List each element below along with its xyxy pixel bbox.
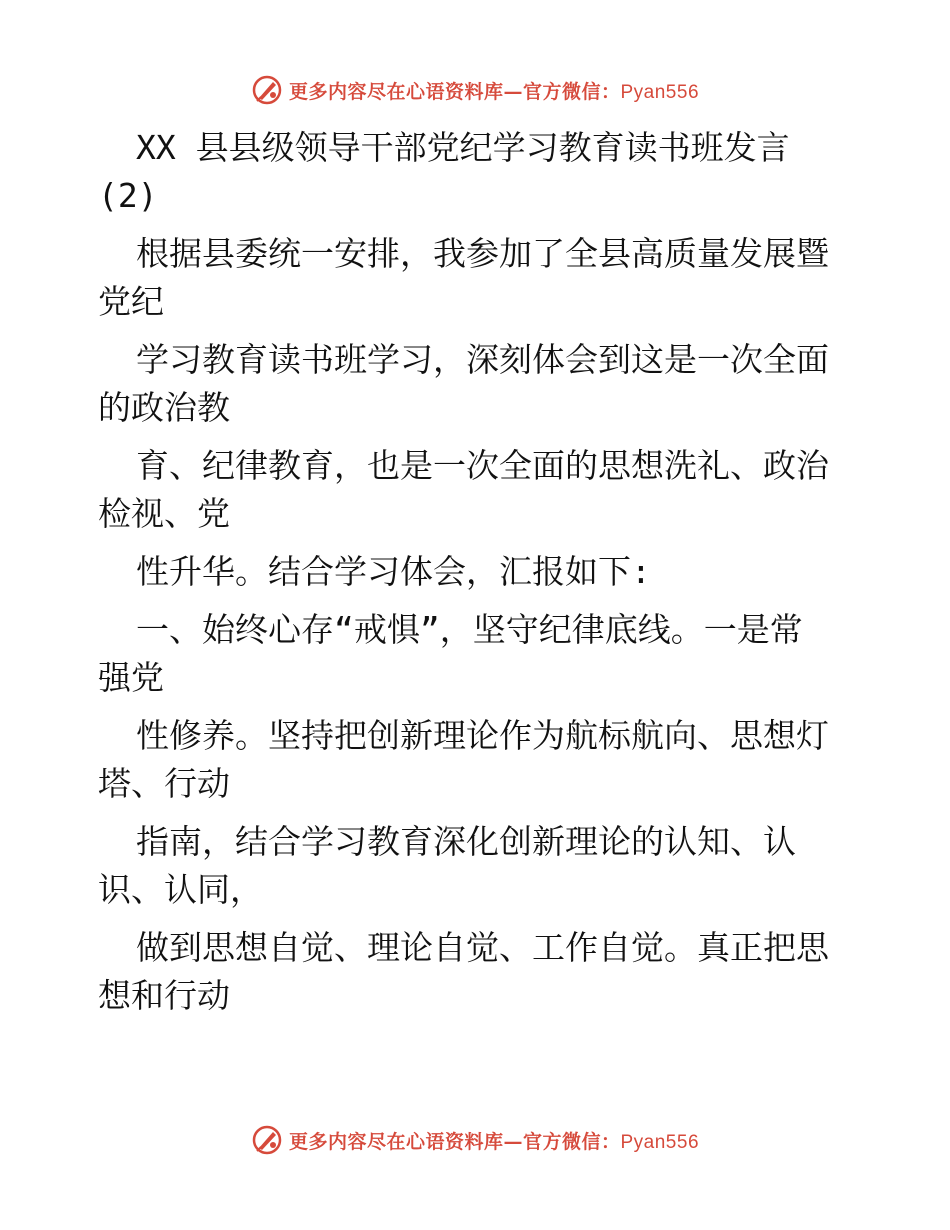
footer-banner xyxy=(0,1120,950,1160)
header-banner-inner xyxy=(251,74,699,106)
spacer xyxy=(98,914,858,924)
footer-banner-wechat-label: 官方微信： xyxy=(522,1130,621,1153)
footer-banner-text xyxy=(289,1127,699,1154)
footer-banner-main: 更多内容尽在心语资料库 xyxy=(288,1130,504,1153)
spacer xyxy=(98,538,858,548)
body-line: 塔、行动 xyxy=(98,764,230,803)
body-line: 一、始终心存“戒惧”，坚守纪律底线。一是常 xyxy=(136,610,803,649)
header-banner-wechat-id: Pyan556 xyxy=(620,81,700,103)
spacer xyxy=(98,596,858,606)
body-line: 性升华。结合学习体会，汇报如下: xyxy=(136,552,651,591)
footer-banner-wechat-id: Pyan556 xyxy=(620,1131,700,1153)
quill-seal-icon xyxy=(251,1124,283,1156)
footer-banner-inner xyxy=(251,1124,699,1156)
body-line: 育、纪律教育，也是一次全面的思想洗礼、政治 xyxy=(136,446,829,485)
spacer xyxy=(98,808,858,818)
spacer xyxy=(98,220,858,230)
body-line: 想和行动 xyxy=(98,976,230,1015)
body-line: 检视、党 xyxy=(98,494,230,533)
header-banner-wechat-label: 官方微信： xyxy=(522,80,621,103)
body-line: 识、认同， xyxy=(98,870,263,909)
body-line: 做到思想自觉、理论自觉、工作自觉。真正把思 xyxy=(136,928,829,967)
header-banner xyxy=(0,70,950,110)
body-line: 学习教育读书班学习，深刻体会到这是一次全面 xyxy=(136,340,829,379)
document-body xyxy=(98,124,858,1020)
body-line: 强党 xyxy=(98,658,164,697)
header-banner-dash: — xyxy=(503,80,523,103)
header-banner-text xyxy=(289,77,699,104)
body-line: 性修养。坚持把创新理论作为航标航向、思想灯 xyxy=(136,716,829,755)
document-title-line-1: XX 县县级领导干部党纪学习教育读书班发言 xyxy=(136,128,790,167)
body-line: 的政治教 xyxy=(98,388,230,427)
spacer xyxy=(98,326,858,336)
body-line: 党纪 xyxy=(98,282,164,321)
document-title-line-2: (2) xyxy=(98,176,158,215)
body-line: 根据县委统一安排，我参加了全县高质量发展暨 xyxy=(136,234,829,273)
footer-banner-dash: — xyxy=(503,1130,523,1153)
header-banner-main: 更多内容尽在心语资料库 xyxy=(288,80,504,103)
body-line: 指南，结合学习教育深化创新理论的认知、认 xyxy=(136,822,796,861)
spacer xyxy=(98,432,858,442)
spacer xyxy=(98,702,858,712)
quill-seal-icon xyxy=(251,74,283,106)
